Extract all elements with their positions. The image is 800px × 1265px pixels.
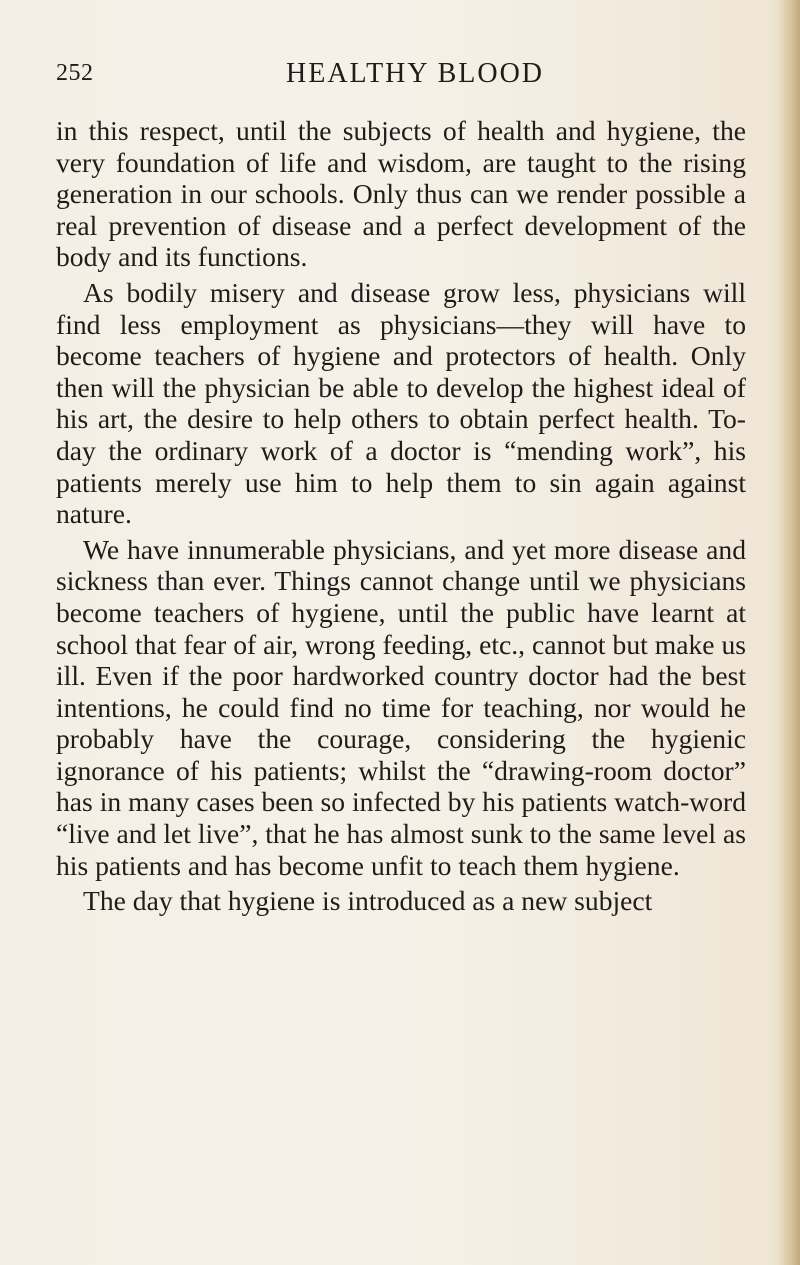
page-edge-shadow <box>778 0 800 1265</box>
paragraph-2: As bodily misery and disease grow less, physicians will find less employment as physicians—they will have to become teachers of hygiene and protectors of health. Only then will the physician be able to develop the highest ideal of his art, the desire to help others to obtain perfect health. To-day the ordinary work of a doctor is “mending work”, his patients merely use him to help them to sin again against nature. <box>56 276 746 530</box>
paragraph-1: in this respect, until the subjects of health and hygiene, the very foundation of life and wisdom, are taught to the rising generation in our schools. Only thus can we render possible a real prevention of disease and a perfect development of the body and its functions. <box>56 115 746 273</box>
paragraph-3: We have innumerable physicians, and yet more disease and sickness than ever. Things cannot change until we physicians become teachers of hygiene, until the public have learnt at school that fear of air, wrong feeding, etc., cannot but make us ill. Even if the poor hardworked country doctor had the best intentions, he could find no time for teaching, nor would he probably have the courage, considering the hygienic ignorance of his patients; whilst the “drawing-room doctor” has in many cases been so infected by his patients watch-word “live and let live”, that he has almost sunk to the same level as his patients and has become unfit to teach them hygiene. <box>56 533 746 881</box>
running-head: HEALTHY BLOOD <box>286 58 545 89</box>
paragraph-4: The day that hygiene is introduced as a new subject <box>83 885 653 917</box>
body-text <box>56 115 746 917</box>
page-header <box>56 54 746 94</box>
page-number: 252 <box>56 60 94 86</box>
